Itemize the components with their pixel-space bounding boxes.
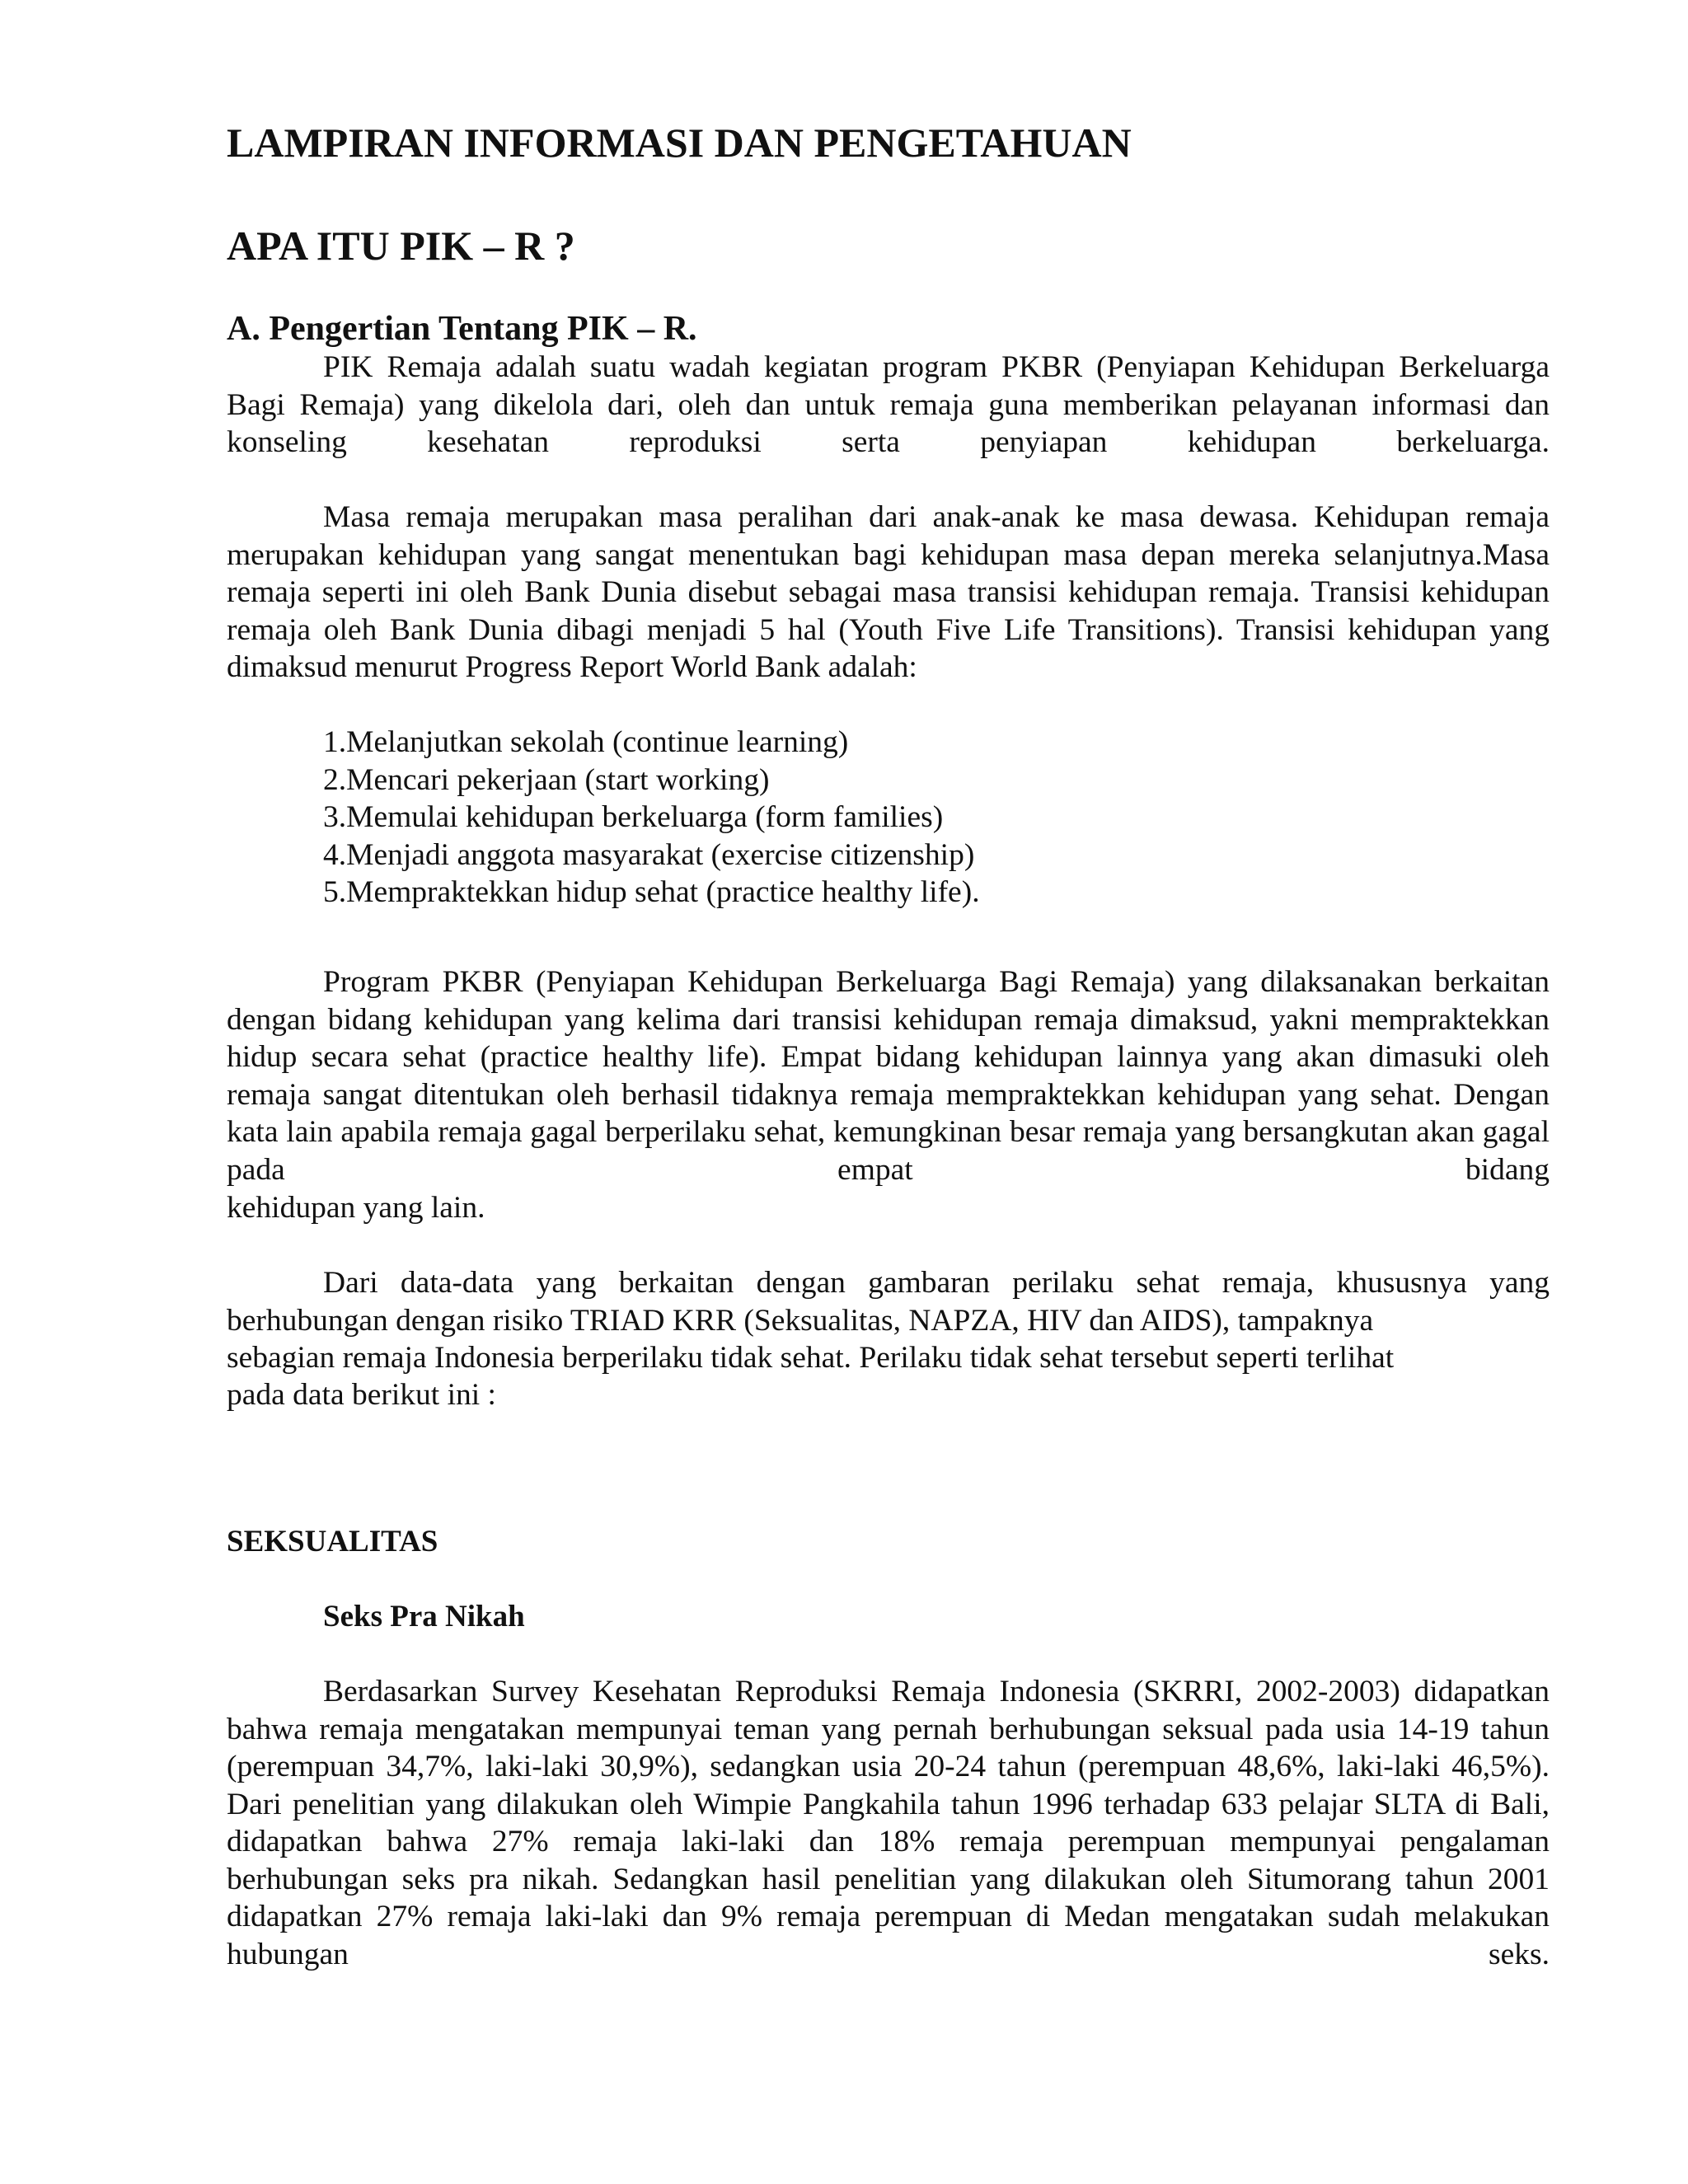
list-item: 3.Memulai kehidupan berkeluarga (form families) [323, 800, 944, 834]
seksualitas-heading: SEKSUALITAS [227, 1525, 438, 1558]
seks-pra-nikah-subheading: Seks Pra Nikah [323, 1600, 525, 1633]
section-a-heading: A. Pengertian Tentang PIK – R. [227, 310, 697, 348]
transition-list [323, 724, 980, 912]
list-item: 1.Melanjutkan sekolah (continue learning) [323, 725, 849, 759]
seksualitas-paragraph: Berdasarkan Survey Kesehatan Reproduksi Remaja Indonesia (SKRRI, 2002-2003) didapatkan bahwa remaja mengatakan mempunyai teman yang pernah berhubungan seksual pada usia 14-19 tahun (perempuan 34,7%, laki-laki 30,9%), sedangkan usia 20-24 tahun (perempuan 48,6%, laki-laki 46,5%). Dari penelitian yang dilakukan oleh Wimpie Pangkahila tahun 1996 terhadap 633 pelajar SLTA di Bali, didapatkan bahwa 27% remaja laki-laki dan 18% remaja perempuan mempunyai pengalaman berhubungan seks pra nikah. Sedangkan hasil penelitian yang dilakukan oleh Situmorang tahun 2001 didapatkan 27% remaja laki-laki dan 9% remaja perempuan di Medan mengatakan sudah melakukan hubungan seks. [227, 1675, 1550, 1971]
section-a-paragraph-4-line-3: sebagian remaja Indonesia berperilaku tidak sehat. Perilaku tidak sehat tersebut seperti terlihat [227, 1341, 1395, 1375]
section-a-paragraph-4-line-4: pada data berikut ini : [227, 1378, 496, 1412]
question-heading: APA ITU PIK – R ? [227, 223, 575, 269]
section-a-paragraph-2: Masa remaja merupakan masa peralihan dari anak-anak ke masa dewasa. Kehidupan remaja merupakan kehidupan yang sangat menentukan bagi kehidupan masa depan mereka selanjutnya.Masa remaja seperti ini oleh Bank Dunia disebut sebagai masa transisi kehidupan remaja. Transisi kehidupan remaja oleh Bank Dunia dibagi menjadi 5 hal (Youth Five Life Transitions). Transisi kehidupan yang dimaksud menurut Progress Report World Bank adalah: [227, 500, 1550, 684]
list-item: 5.Mempraktekkan hidup sehat (practice healthy life). [323, 875, 980, 909]
list-item: 4.Menjadi anggota masyarakat (exercise citizenship) [323, 837, 975, 872]
section-a-paragraph-1: PIK Remaja adalah suatu wadah kegiatan program PKBR (Penyiapan Kehidupan Berkeluarga Bagi Remaja) yang dikelola dari, oleh dan untuk remaja guna memberikan pelayanan informasi dan konseling kesehatan reproduksi serta penyiapan kehidupan berkeluarga. [227, 350, 1550, 459]
document-title: LAMPIRAN INFORMASI DAN PENGETAHUAN [227, 120, 1132, 166]
section-a-paragraph-3: Program PKBR (Penyiapan Kehidupan Berkeluarga Bagi Remaja) yang dilaksanakan berkaitan dengan bidang kehidupan yang kelima dari transisi kehidupan remaja dimaksud, yakni mempraktekkan hidup secara sehat (practice healthy life). Empat bidang kehidupan lainnya yang akan dimasuki oleh remaja sangat ditentukan oleh berhasil tidaknya remaja mempraktekkan kehidupan yang sehat. Dengan kata lain apabila remaja gagal berperilaku sehat, kemungkinan besar remaja yang bersangkutan akan gagal pada empat bidang [227, 965, 1550, 1187]
section-a-paragraph-4: Dari data-data yang berkaitan dengan gambaran perilaku sehat remaja, khususnya yang berhubungan dengan risiko TRIAD KRR (Seksualitas, NAPZA, HIV dan AIDS), tampaknya [227, 1266, 1550, 1338]
section-a-paragraph-3-end: kehidupan yang lain. [227, 1191, 485, 1225]
list-item: 2.Mencari pekerjaan (start working) [323, 762, 770, 797]
